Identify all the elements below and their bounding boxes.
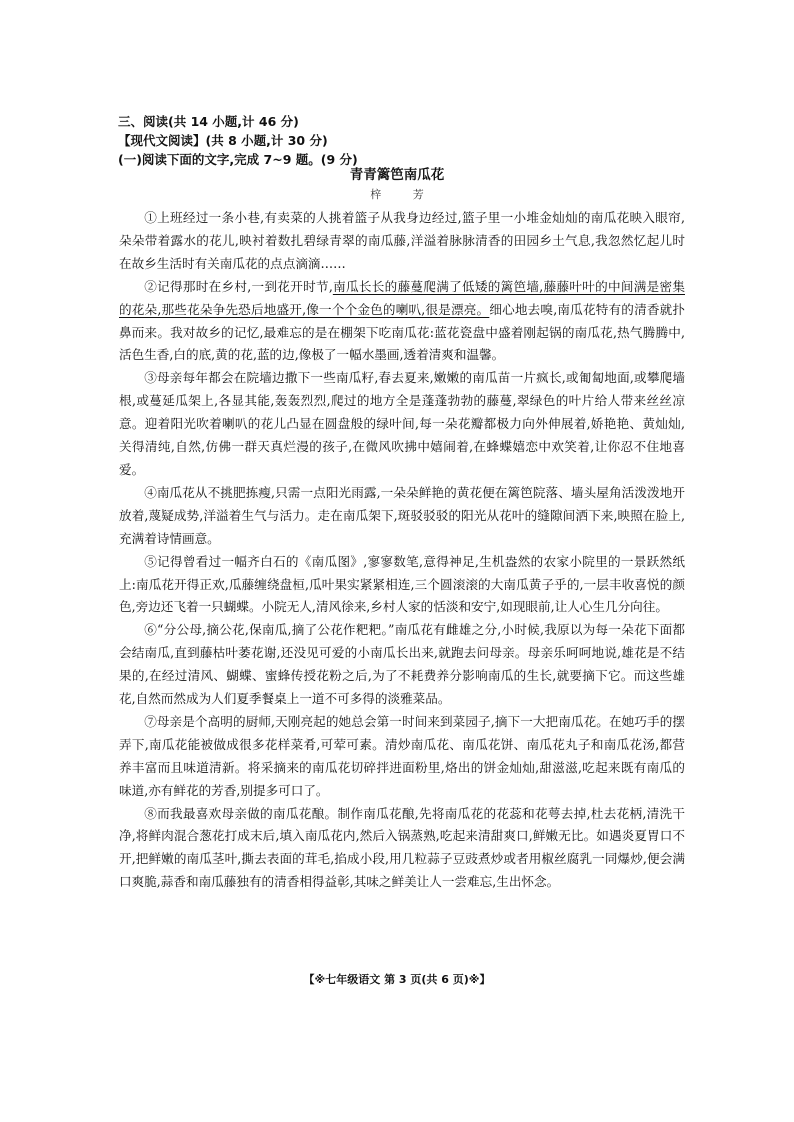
paragraph-2: ②记得那时在乡村,一到花开时节,南瓜长长的藤蔓爬满了低矮的篱笆墙,藤藤叶叶的中间满是密集的花朵,那些花朵争先恐后地盛开,像一个个金色的喇叭,很是漂亮。细心地去嗅,南瓜花特有的清香就扑鼻而来。我对故乡的记忆,最难忘的是在棚架下吃南瓜花:蓝花瓷盘中盛着刚起锅的南瓜花,热气腾腾中,活色生香,白的底,黄的花,蓝的边,像极了一幅水墨画,透着清爽和温馨。 [119,278,685,363]
paragraph-4: ④南瓜花从不挑肥拣瘦,只需一点阳光雨露,一朵朵鲜艳的黄花便在篱笆院落、墙头屋角活泼泼地开放着,蔑疑成势,洋溢着生气与活力。走在南瓜架下,斑驳驳驳的阳光从花叶的缝隙间洒下来,映照在脸上,充满着诗情画意。 [119,484,685,546]
article-author: 梓 芳 [370,188,438,201]
paragraph-7: ⑦母亲是个高明的厨师,天刚亮起的她总会第一时间来到菜园子,摘下一大把南瓜花。在她巧手的摆弄下,南瓜花能被做成很多花样菜肴,可荤可素。清炒南瓜花、南瓜花饼、南瓜花丸子和南瓜花汤,都营养丰富而且味道清新。将采摘来的南瓜花切碎拌进面粉里,烙出的饼金灿灿,甜滋滋,吃起来既有南瓜的味道,亦有鲜花的芳香,别提多可口了。 [119,713,685,798]
reading-instruction: (一)阅读下面的文字,完成 7~9 题。(9 分) [118,152,358,167]
section-header [118,112,678,169]
article-title: 青青篱笆南瓜花 [349,167,445,183]
paragraph-8: ⑧而我最喜欢母亲做的南瓜花酿。制作南瓜花酿,先将南瓜花的花蕊和花萼去掉,杜去花柄,清洗干净,将鲜肉混合葱花打成末后,填入南瓜花内,然后入锅蒸熟,吃起来清甜爽口,鲜嫩无比。如遇炎夏胃口不开,把鲜嫩的南瓜茎叶,撕去表面的茸毛,掐成小段,用几粒蒜子豆豉煮炒或者用椒丝腐乳一同爆炒,便会满口爽脆,蒜香和南瓜藤独有的清香相得益彰,其味之鲜美让人一尝难忘,生出怀念。 [119,805,685,890]
page-footer: 【※七年级语文 第 3 页(共 6 页)※】 [303,973,491,986]
paragraph-3: ③母亲每年都会在院墙边撒下一些南瓜籽,春去夏来,嫩嫩的南瓜苗一片疯长,或匍匐地面,或攀爬墙根,或蔓延瓜架上,各显其能,轰轰烈烈,爬过的地方全是蓬蓬勃勃的藤蔓,翠绿色的叶片给人带来丝丝凉意。迎着阳光吹着喇叭的花儿凸显在圆盘般的绿叶间,每一朵花瓣都极力向外伸展着,娇艳艳、黄灿灿,关得清纯,自然,仿佛一群天真烂漫的孩子,在微风吹拂中嬉闹着,在蜂蝶嬉恋中欢笑着,让你忍不住地喜爱。 [119,370,685,477]
article-body [119,207,685,894]
section-title: 三、阅读(共 14 小题,计 46 分) [118,114,299,129]
subsection-title: 【现代文阅读】(共 8 小题,计 30 分) [118,133,328,148]
paragraph-5: ⑤记得曾看过一幅齐白石的《南瓜图》,寥寥数笔,意得神足,生机盎然的农家小院里的一景跃然纸上:南瓜花开得正欢,瓜藤缠绕盘桓,瓜叶果实紧紧相连,三个圆滚滚的大南瓜黄子乎的,一层丰收喜悦的颜色,旁边还飞着一只蝴蝶。小院无人,清风徐来,乡村人家的恬淡和安宁,如现眼前,让人心生几分向往。 [119,553,685,615]
underlined-sentence: 南瓜长长的藤蔓爬满了低矮的篱笆墙,藤藤叶叶的中间满是密集的花朵,那些花朵争先恐后地盛开,像一个个金色的喇叭,很是漂亮。 [119,278,685,317]
paragraph-6: ⑥“分公母,摘公花,保南瓜,摘了公花作粑粑。”南瓜花有雌雄之分,小时候,我原以为每一朵花下面都会结南瓜,直到藤枯叶萎花谢,还没见可爱的小南瓜长出来,就跑去问母亲。母亲乐呵呵地说,雄花是不结果的,在经过清风、蝴蝶、蜜蜂传授花粉之后,为了不耗费养分影响南瓜的生长,就要摘下它。而这些雄花,自然而然成为人们夏季餐桌上一道不可多得的淡雅菜品。 [119,622,685,707]
paragraph-1: ①上班经过一条小巷,有卖菜的人挑着篮子从我身边经过,篮子里一小堆金灿灿的南瓜花映入眼帘,朵朵带着露水的花儿,映衬着数扎碧绿青翠的南瓜藤,洋溢着脉脉清香的田园乡土气息,我忽然忆起儿时在故乡生活时有关南瓜花的点点滴滴…… [119,210,685,271]
